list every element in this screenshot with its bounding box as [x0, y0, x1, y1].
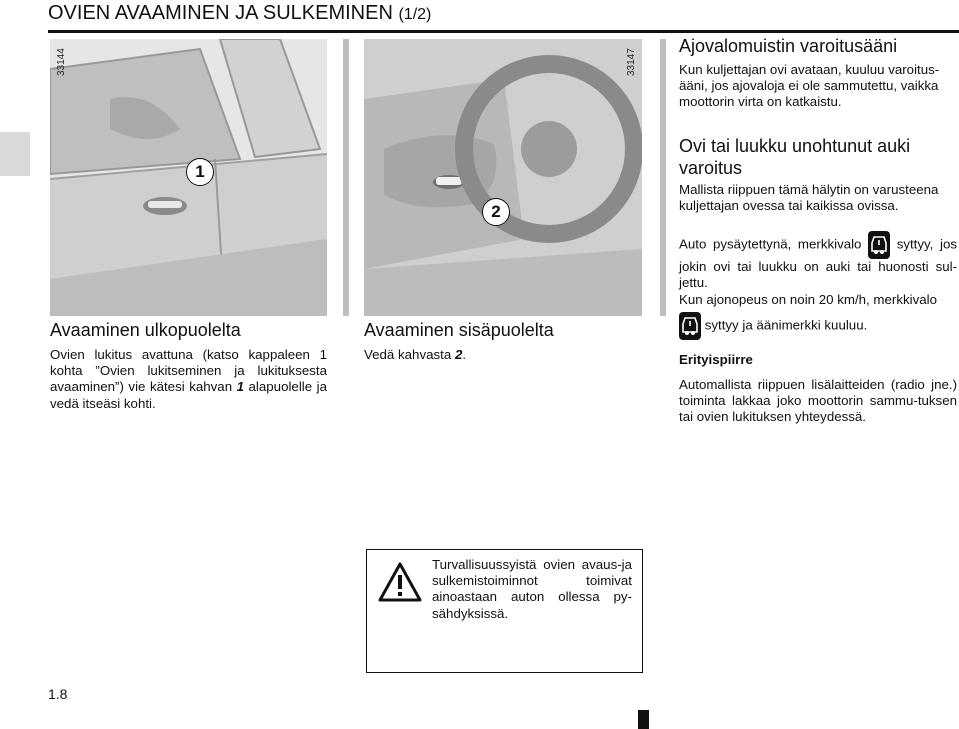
inside-body-text: Vedä kahvasta: [364, 347, 455, 362]
page-title: [48, 2, 431, 25]
outside-body-ref: 1: [236, 379, 245, 395]
stopped-warning-text: [679, 231, 957, 291]
door-open-heading-line2: varoitus: [679, 158, 743, 178]
outside-body-text: Ovien lukitus avattuna (katso kappaleen 1 kohta ”Ovien lukitseminen ja lukituksesta avaaminen”) vie kätesi kahvan: [50, 347, 327, 395]
interior-door-illustration: [364, 39, 642, 316]
inside-body-ref: 2: [454, 347, 463, 362]
door-open-heading: [679, 135, 910, 179]
page-number: 1.8: [48, 686, 68, 702]
page-part: (1/2): [398, 6, 432, 23]
headlight-heading: Ajovalomuistin varoitusääni: [679, 36, 898, 56]
figure-id-left: 33144: [56, 48, 67, 76]
warning-triangle-icon: [378, 562, 422, 607]
special-body: Automallista riippuen lisälaitteiden (radio jne.) toiminta lakkaa joko moottorin sammu-tuksen tai ovien lukituksen yhteydessä.: [679, 377, 957, 425]
outside-body-text-end: alapuolelle ja vedä itseäsi kohti.: [50, 379, 327, 411]
inside-heading: Avaaminen sisäpuolelta: [364, 320, 554, 340]
page-title-text: OVIEN AVAAMINEN JA SULKEMINEN: [48, 2, 393, 24]
column-divider-right: [660, 39, 666, 316]
door-open-warning-lamp-icon-2: [679, 312, 701, 340]
speed-warning-text-2: [679, 312, 957, 340]
door-open-heading-line1: Ovi tai luukku unohtunut auki: [679, 136, 911, 156]
speed-warning-text: Kun ajonopeus on noin 20 km/h, merkkivalo: [679, 292, 937, 307]
callout-1: 1: [186, 158, 214, 186]
warning-text: Turvallisuussyistä ovien avaus-ja sulkemistoiminnot toimivat ainoastaan auton ollessa py-sähdyksissä.: [432, 557, 632, 621]
door-open-warning-lamp-icon: [868, 231, 890, 259]
stopped-text-after: syttyy, jos jokin ovi tai luukku on auki tai huonosti sul-jettu.: [679, 236, 957, 291]
exterior-door-illustration: [50, 39, 327, 316]
speed-text-after: syttyy ja äänimerkki kuuluu.: [704, 317, 868, 333]
outside-body: [50, 347, 327, 412]
inside-body: [364, 347, 641, 363]
callout-2: 2: [482, 198, 510, 226]
inside-body-text-end: .: [462, 347, 467, 362]
headlight-body: Kun kuljettajan ovi avataan, kuuluu varoitus-ääni, jos ajovaloja ei ole sammutettu, vaikka moottorin virta on katkaistu.: [679, 62, 940, 110]
page-marker: [638, 710, 649, 729]
section-tab: [0, 132, 30, 176]
column-divider-left: [343, 39, 349, 316]
title-rule: [48, 30, 959, 33]
figure-id-mid: 33147: [626, 48, 637, 76]
special-heading: Erityispiirre: [679, 352, 753, 367]
door-open-body: Mallista riippuen tämä hälytin on varusteena kuljettajan ovessa tai kaikissa ovissa.: [679, 182, 939, 214]
interior-door-drawing: [364, 39, 642, 316]
stopped-text-before: Auto pysäytettynä, merkkivalo: [679, 236, 862, 252]
outside-heading: Avaaminen ulkopuolelta: [50, 320, 241, 340]
